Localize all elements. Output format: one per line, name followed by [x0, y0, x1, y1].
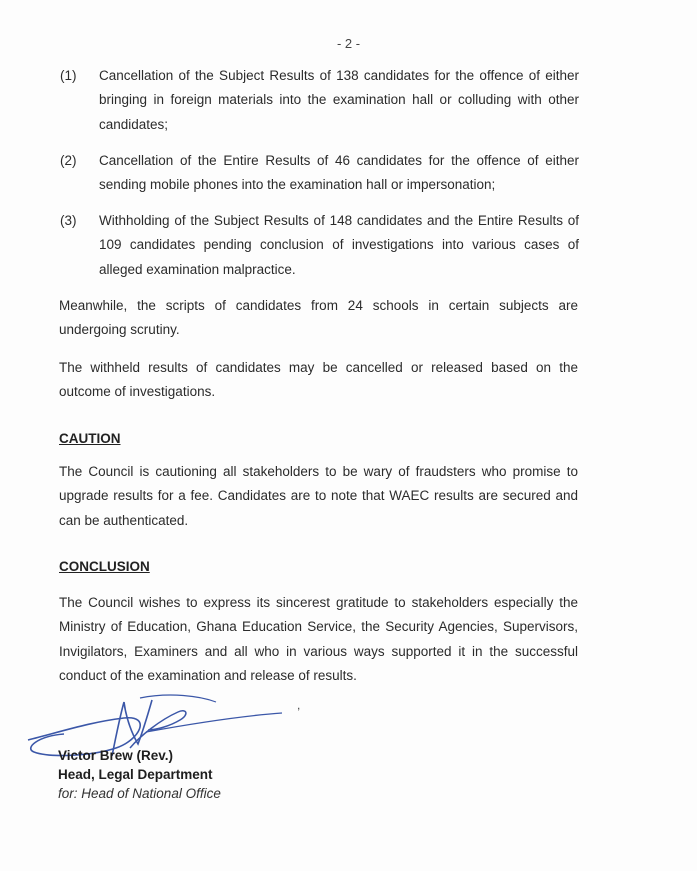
stray-mark: , [297, 698, 301, 712]
list-item-text: Cancellation of the Entire Results of 46 candidates for the offence of either sending mobile phones into the examination hall or impersonation; [99, 153, 579, 193]
caution-heading: CAUTION [59, 431, 121, 446]
signatory-name: Victor Brew (Rev.) [58, 748, 174, 763]
conclusion-paragraph: The Council wishes to express its sincerest gratitude to stakeholders especially the Ministry of Education, Ghana Education Service, the Security Agencies, Supervisors, Invigilators, Examiners and all who in various ways supported it in the successful conduct of the examination and release of results. [59, 595, 578, 683]
list-item-text: Withholding of the Subject Results of 148 candidates and the Entire Results of 109 candidates pending conclusion of investigations into various cases of alleged examination malpractice. [99, 213, 579, 277]
list-item-text: Cancellation of the Subject Results of 138 candidates for the offence of either bringing in foreign materials into the examination hall or colluding with other candidates; [99, 68, 579, 132]
withheld-paragraph: The withheld results of candidates may be cancelled or released based on the outcome of investigations. [59, 360, 578, 400]
list-item-number: (2) [60, 153, 77, 168]
conclusion-heading: CONCLUSION [59, 559, 150, 574]
signatory-on-behalf: for: Head of National Office [58, 786, 221, 801]
list-item-number: (1) [60, 68, 77, 83]
signature-block [58, 746, 221, 803]
meanwhile-paragraph: Meanwhile, the scripts of candidates from 24 schools in certain subjects are undergoing scrutiny. [59, 298, 578, 338]
signatory-title: Head, Legal Department [58, 767, 213, 782]
list-item-number: (3) [60, 213, 77, 228]
caution-paragraph: The Council is cautioning all stakeholders to be wary of fraudsters who promise to upgrade results for a fee. Candidates are to note that WAEC results are secured and can be authenticated. [59, 464, 578, 528]
page-number: - 2 - [336, 36, 361, 51]
